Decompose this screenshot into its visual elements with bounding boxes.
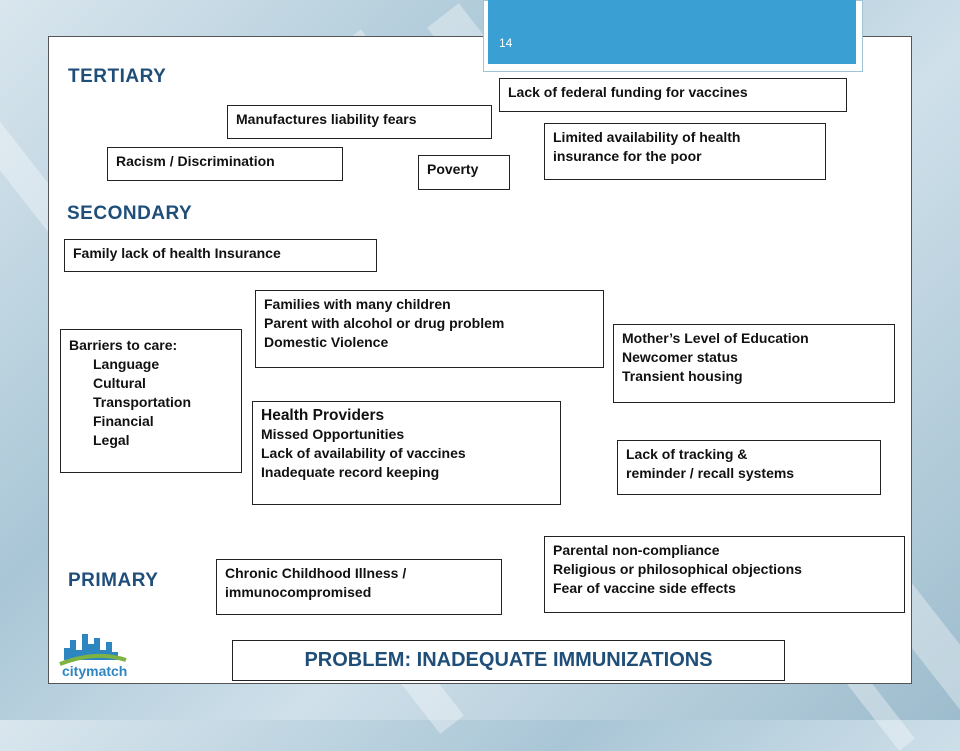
level-tertiary: TERTIARY xyxy=(68,66,167,87)
box-tracking-systems xyxy=(617,440,881,495)
box-line: insurance for the poor xyxy=(553,148,702,164)
box-line: Missed Opportunities xyxy=(261,426,405,442)
box-poverty xyxy=(418,155,510,190)
box-line: reminder / recall systems xyxy=(626,465,795,481)
box-families-risks xyxy=(255,290,604,368)
box-line: Financial xyxy=(93,413,154,429)
box-barriers-to-care xyxy=(60,329,242,473)
box-line: Legal xyxy=(93,432,130,448)
citymatch-logo xyxy=(56,620,156,680)
box-line: Families with many children xyxy=(264,296,451,312)
box-parental-compliance xyxy=(544,536,905,613)
box-line: Cultural xyxy=(93,375,146,391)
box-family-insurance xyxy=(64,239,377,272)
box-line: Racism / Discrimination xyxy=(116,153,275,169)
box-manufacturers-liability xyxy=(227,105,492,139)
box-line: Fear of vaccine side effects xyxy=(553,580,736,596)
box-racism xyxy=(107,147,343,181)
level-secondary: SECONDARY xyxy=(67,203,193,224)
page-number: 14 xyxy=(499,36,513,50)
box-line: Lack of tracking & xyxy=(626,446,748,462)
box-line: Parental non-compliance xyxy=(553,542,720,558)
box-line: Family lack of health Insurance xyxy=(73,245,281,261)
logo-text: citymatch xyxy=(62,663,128,679)
box-line: Parent with alcohol or drug problem xyxy=(264,315,505,331)
box-line: Manufactures liability fears xyxy=(236,111,417,127)
box-line: Religious or philosophical objections xyxy=(553,561,802,577)
box-line: Transient housing xyxy=(622,368,743,384)
box-line: Chronic Childhood Illness / xyxy=(225,565,407,581)
level-primary: PRIMARY xyxy=(68,570,159,591)
box-title: Health Providers xyxy=(261,407,385,424)
box-line: Lack of availability of vaccines xyxy=(261,445,466,461)
box-line: Mother’s Level of Education xyxy=(622,330,809,346)
box-mother-education xyxy=(613,324,895,403)
box-line: Limited availability of health xyxy=(553,129,741,145)
box-line: Newcomer status xyxy=(622,349,738,365)
problem-statement: PROBLEM: INADEQUATE IMMUNIZATIONS xyxy=(232,640,785,681)
box-line: Lack of federal funding for vaccines xyxy=(508,84,748,100)
page-tab xyxy=(488,0,856,64)
box-line: Poverty xyxy=(427,161,479,177)
box-line: immunocompromised xyxy=(225,584,372,600)
box-limited-insurance xyxy=(544,123,826,180)
city-skyline-icon xyxy=(60,634,126,664)
box-federal-funding xyxy=(499,78,847,112)
box-line: Domestic Violence xyxy=(264,334,389,350)
box-line: Transportation xyxy=(93,394,192,410)
box-chronic-illness xyxy=(216,559,502,615)
box-line: Language xyxy=(93,356,160,372)
box-health-providers xyxy=(252,401,561,505)
box-line: Inadequate record keeping xyxy=(261,464,440,480)
box-title: Barriers to care: xyxy=(69,337,178,353)
